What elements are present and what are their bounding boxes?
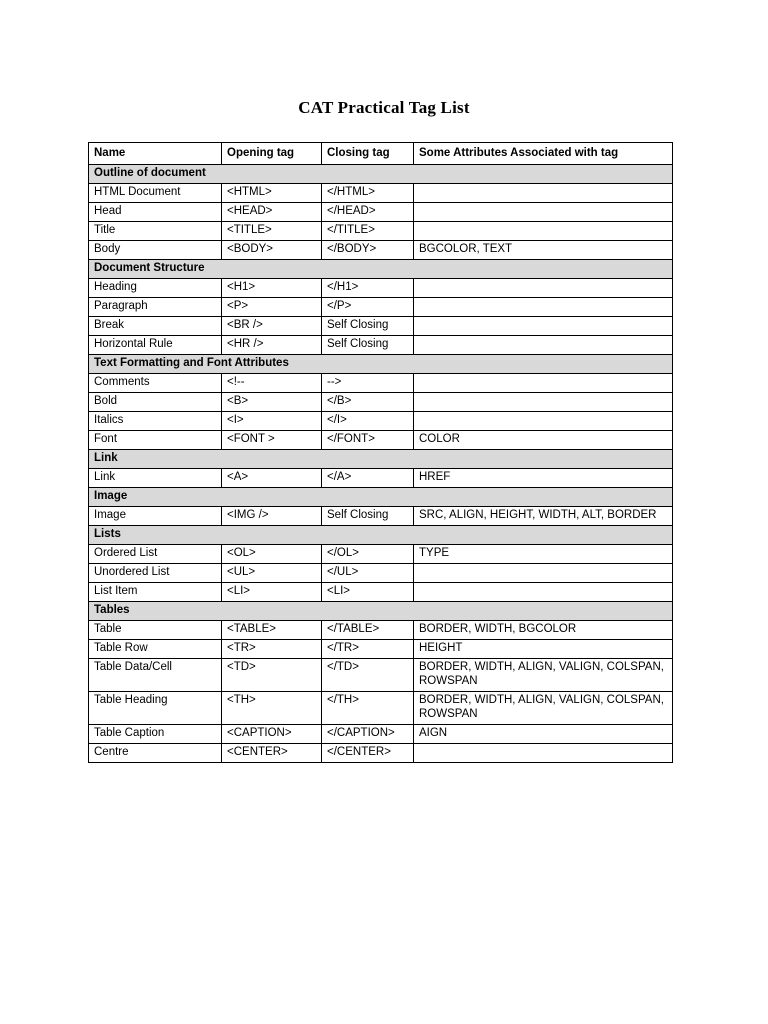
attributes-cell: BORDER, WIDTH, ALIGN, VALIGN, COLSPAN, ROWSPAN (414, 659, 673, 692)
opening-tag-cell: <P> (222, 298, 322, 317)
section-title: Outline of document (89, 165, 673, 184)
closing-tag-cell: </TITLE> (322, 222, 414, 241)
closing-tag-cell: </I> (322, 412, 414, 431)
section-title: Text Formatting and Font Attributes (89, 355, 673, 374)
attributes-cell (414, 412, 673, 431)
opening-tag-cell: <FONT > (222, 431, 322, 450)
closing-tag-cell: </HEAD> (322, 203, 414, 222)
closing-tag-cell: Self Closing (322, 336, 414, 355)
name-cell: Table Caption (89, 725, 222, 744)
tag-row (89, 336, 673, 355)
opening-tag-cell: <IMG /> (222, 507, 322, 526)
tag-row (89, 545, 673, 564)
closing-tag-cell: </OL> (322, 545, 414, 564)
opening-tag-cell: <TD> (222, 659, 322, 692)
header-name: Name (89, 143, 222, 165)
tag-row (89, 317, 673, 336)
tag-row (89, 203, 673, 222)
attributes-cell (414, 564, 673, 583)
tag-row (89, 374, 673, 393)
tag-row (89, 222, 673, 241)
opening-tag-cell: <BR /> (222, 317, 322, 336)
opening-tag-cell: <HR /> (222, 336, 322, 355)
opening-tag-cell: <TH> (222, 692, 322, 725)
name-cell: List Item (89, 583, 222, 602)
name-cell: Heading (89, 279, 222, 298)
header-opening-tag: Opening tag (222, 143, 322, 165)
tag-row (89, 621, 673, 640)
opening-tag-cell: <CENTER> (222, 744, 322, 763)
tag-row (89, 725, 673, 744)
closing-tag-cell: </HTML> (322, 184, 414, 203)
tag-row (89, 564, 673, 583)
name-cell: Horizontal Rule (89, 336, 222, 355)
opening-tag-cell: <H1> (222, 279, 322, 298)
name-cell: Table Row (89, 640, 222, 659)
closing-tag-cell: </UL> (322, 564, 414, 583)
attributes-cell: SRC, ALIGN, HEIGHT, WIDTH, ALT, BORDER (414, 507, 673, 526)
closing-tag-cell: </A> (322, 469, 414, 488)
closing-tag-cell: Self Closing (322, 317, 414, 336)
tag-row (89, 507, 673, 526)
name-cell: Ordered List (89, 545, 222, 564)
header-attributes: Some Attributes Associated with tag (414, 143, 673, 165)
attributes-cell: COLOR (414, 431, 673, 450)
attributes-cell (414, 184, 673, 203)
tag-list-table (88, 142, 673, 763)
opening-tag-cell: <UL> (222, 564, 322, 583)
name-cell: Break (89, 317, 222, 336)
attributes-cell (414, 279, 673, 298)
opening-tag-cell: <HEAD> (222, 203, 322, 222)
closing-tag-cell: </CAPTION> (322, 725, 414, 744)
name-cell: Comments (89, 374, 222, 393)
attributes-cell (414, 744, 673, 763)
attributes-cell: HREF (414, 469, 673, 488)
closing-tag-cell: <LI> (322, 583, 414, 602)
tag-row (89, 412, 673, 431)
section-header-row (89, 526, 673, 545)
name-cell: Table (89, 621, 222, 640)
page-title: CAT Practical Tag List (298, 98, 470, 117)
section-title: Image (89, 488, 673, 507)
opening-tag-cell: <TABLE> (222, 621, 322, 640)
attributes-cell (414, 374, 673, 393)
section-title: Link (89, 450, 673, 469)
tag-row (89, 241, 673, 260)
section-title: Tables (89, 602, 673, 621)
opening-tag-cell: <BODY> (222, 241, 322, 260)
opening-tag-cell: <TR> (222, 640, 322, 659)
tag-row (89, 298, 673, 317)
section-header-row (89, 260, 673, 279)
attributes-cell: TYPE (414, 545, 673, 564)
opening-tag-cell: <LI> (222, 583, 322, 602)
name-cell: Italics (89, 412, 222, 431)
attributes-cell: BORDER, WIDTH, BGCOLOR (414, 621, 673, 640)
closing-tag-cell: --> (322, 374, 414, 393)
name-cell: Unordered List (89, 564, 222, 583)
name-cell: Table Data/Cell (89, 659, 222, 692)
table-header-row (89, 143, 673, 165)
closing-tag-cell: </P> (322, 298, 414, 317)
opening-tag-cell: <CAPTION> (222, 725, 322, 744)
closing-tag-cell: </H1> (322, 279, 414, 298)
tag-row (89, 393, 673, 412)
name-cell: Bold (89, 393, 222, 412)
closing-tag-cell: </TD> (322, 659, 414, 692)
opening-tag-cell: <B> (222, 393, 322, 412)
closing-tag-cell: </TH> (322, 692, 414, 725)
attributes-cell: BGCOLOR, TEXT (414, 241, 673, 260)
name-cell: Title (89, 222, 222, 241)
opening-tag-cell: <TITLE> (222, 222, 322, 241)
closing-tag-cell: </TABLE> (322, 621, 414, 640)
section-header-row (89, 488, 673, 507)
attributes-cell (414, 298, 673, 317)
closing-tag-cell: Self Closing (322, 507, 414, 526)
name-cell: Image (89, 507, 222, 526)
attributes-cell (414, 336, 673, 355)
section-title: Document Structure (89, 260, 673, 279)
tag-row (89, 184, 673, 203)
attributes-cell (414, 393, 673, 412)
name-cell: Head (89, 203, 222, 222)
tag-row (89, 469, 673, 488)
name-cell: Table Heading (89, 692, 222, 725)
opening-tag-cell: <A> (222, 469, 322, 488)
closing-tag-cell: </CENTER> (322, 744, 414, 763)
closing-tag-cell: </BODY> (322, 241, 414, 260)
tag-row (89, 659, 673, 692)
section-header-row (89, 602, 673, 621)
attributes-cell: HEIGHT (414, 640, 673, 659)
tag-row (89, 640, 673, 659)
name-cell: Centre (89, 744, 222, 763)
tag-row (89, 744, 673, 763)
name-cell: HTML Document (89, 184, 222, 203)
attributes-cell (414, 203, 673, 222)
attributes-cell: BORDER, WIDTH, ALIGN, VALIGN, COLSPAN, ROWSPAN (414, 692, 673, 725)
tag-row (89, 583, 673, 602)
opening-tag-cell: <I> (222, 412, 322, 431)
tag-table-body (89, 165, 673, 763)
closing-tag-cell: </TR> (322, 640, 414, 659)
section-header-row (89, 165, 673, 184)
attributes-cell: AIGN (414, 725, 673, 744)
opening-tag-cell: <HTML> (222, 184, 322, 203)
attributes-cell (414, 222, 673, 241)
tag-row (89, 279, 673, 298)
attributes-cell (414, 583, 673, 602)
attributes-cell (414, 317, 673, 336)
name-cell: Paragraph (89, 298, 222, 317)
section-header-row (89, 355, 673, 374)
name-cell: Body (89, 241, 222, 260)
opening-tag-cell: <!-- (222, 374, 322, 393)
section-header-row (89, 450, 673, 469)
closing-tag-cell: </FONT> (322, 431, 414, 450)
name-cell: Link (89, 469, 222, 488)
name-cell: Font (89, 431, 222, 450)
opening-tag-cell: <OL> (222, 545, 322, 564)
closing-tag-cell: </B> (322, 393, 414, 412)
header-closing-tag: Closing tag (322, 143, 414, 165)
section-title: Lists (89, 526, 673, 545)
tag-row (89, 431, 673, 450)
tag-row (89, 692, 673, 725)
